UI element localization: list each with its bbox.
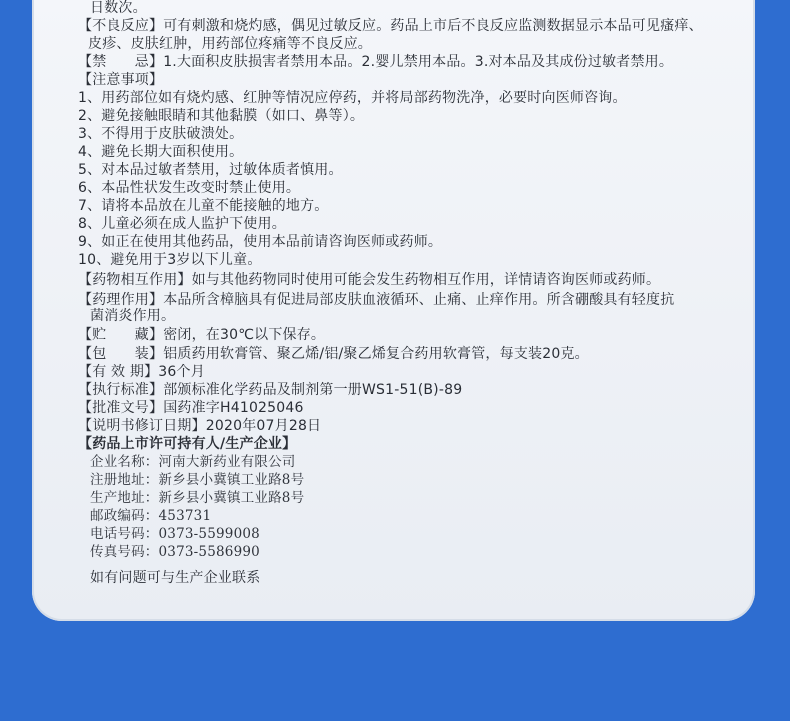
postal-code: 邮政编码：453731 (90, 508, 212, 524)
pharmacology: 【药理作用】本品所含樟脑具有促进局部皮肤血液循环、止痛、止痒作用。所含硼酸具有轻度抗 (78, 292, 675, 308)
precaution-item: 1、用药部位如有烧灼感、红肿等情况应停药，并将局部药物洗净，必要时向医师咨询。 (78, 90, 627, 106)
drug-interactions: 【药物相互作用】如与其他药物同时使用可能会发生药物相互作用，详情请咨询医师或药师。 (78, 272, 661, 288)
precautions-heading: 【注意事项】 (78, 72, 164, 88)
precaution-item: 2、避免接触眼睛和其他黏膜（如口、鼻等）。 (78, 108, 365, 124)
approval-number: 【批准文号】国药准字H41025046 (78, 400, 304, 416)
standard: 【执行标准】部颁标准化学药品及制剂第一册WS1-51(B)-89 (78, 382, 463, 398)
precaution-item: 6、本品性状发生改变时禁止使用。 (78, 180, 301, 196)
adverse-reactions-cont: 皮疹、皮肤红肿，用药部位疼痛等不良反应。 (88, 36, 372, 52)
pharmacology-cont: 菌消炎作用。 (90, 308, 176, 324)
precaution-item: 5、对本品过敏者禁用，过敏体质者慎用。 (78, 162, 343, 178)
company-name: 企业名称：河南大新药业有限公司 (90, 454, 296, 470)
precaution-item: 9、如正在使用其他药品，使用本品前请咨询医师或药师。 (78, 234, 443, 250)
adverse-reactions: 【不良反应】可有刺激和烧灼感，偶见过敏反应。药品上市后不良反应监测数据显示本品可见瘙痒、 (78, 18, 703, 34)
fax-number: 传真号码：0373-5586990 (90, 544, 260, 560)
precaution-item: 4、避免长期大面积使用。 (78, 144, 244, 160)
contact-note: 如有问题可与生产企业联系 (90, 570, 261, 586)
packaging: 【包 装】铝质药用软膏管、聚乙烯/铝/聚乙烯复合药用软膏管，每支装20克。 (78, 346, 589, 362)
dosage-tail: 日数次。 (90, 0, 147, 16)
storage: 【贮 藏】密闭，在30℃以下保存。 (78, 327, 326, 343)
precaution-item: 7、请将本品放在儿童不能接触的地方。 (78, 198, 329, 214)
precaution-item: 8、儿童必须在成人监护下使用。 (78, 216, 286, 232)
manufacturer-heading: 【药品上市许可持有人/生产企业】 (78, 436, 297, 452)
contraindications: 【禁 忌】1.大面积皮肤损害者禁用本品。2.婴儿禁用本品。3.对本品及其成份过敏者禁用。 (78, 54, 674, 70)
precaution-item: 3、不得用于皮肤破溃处。 (78, 126, 244, 142)
shelf-life: 【有 效 期】36个月 (78, 364, 205, 380)
precaution-item: 10、避免用于3岁以下儿童。 (78, 252, 262, 268)
phone-number: 电话号码：0373-5599008 (90, 526, 260, 542)
registered-address: 注册地址：新乡县小冀镇工业路8号 (90, 472, 305, 488)
revision-date: 【说明书修订日期】2020年07月28日 (78, 418, 322, 434)
production-address: 生产地址：新乡县小冀镇工业路8号 (90, 490, 305, 506)
